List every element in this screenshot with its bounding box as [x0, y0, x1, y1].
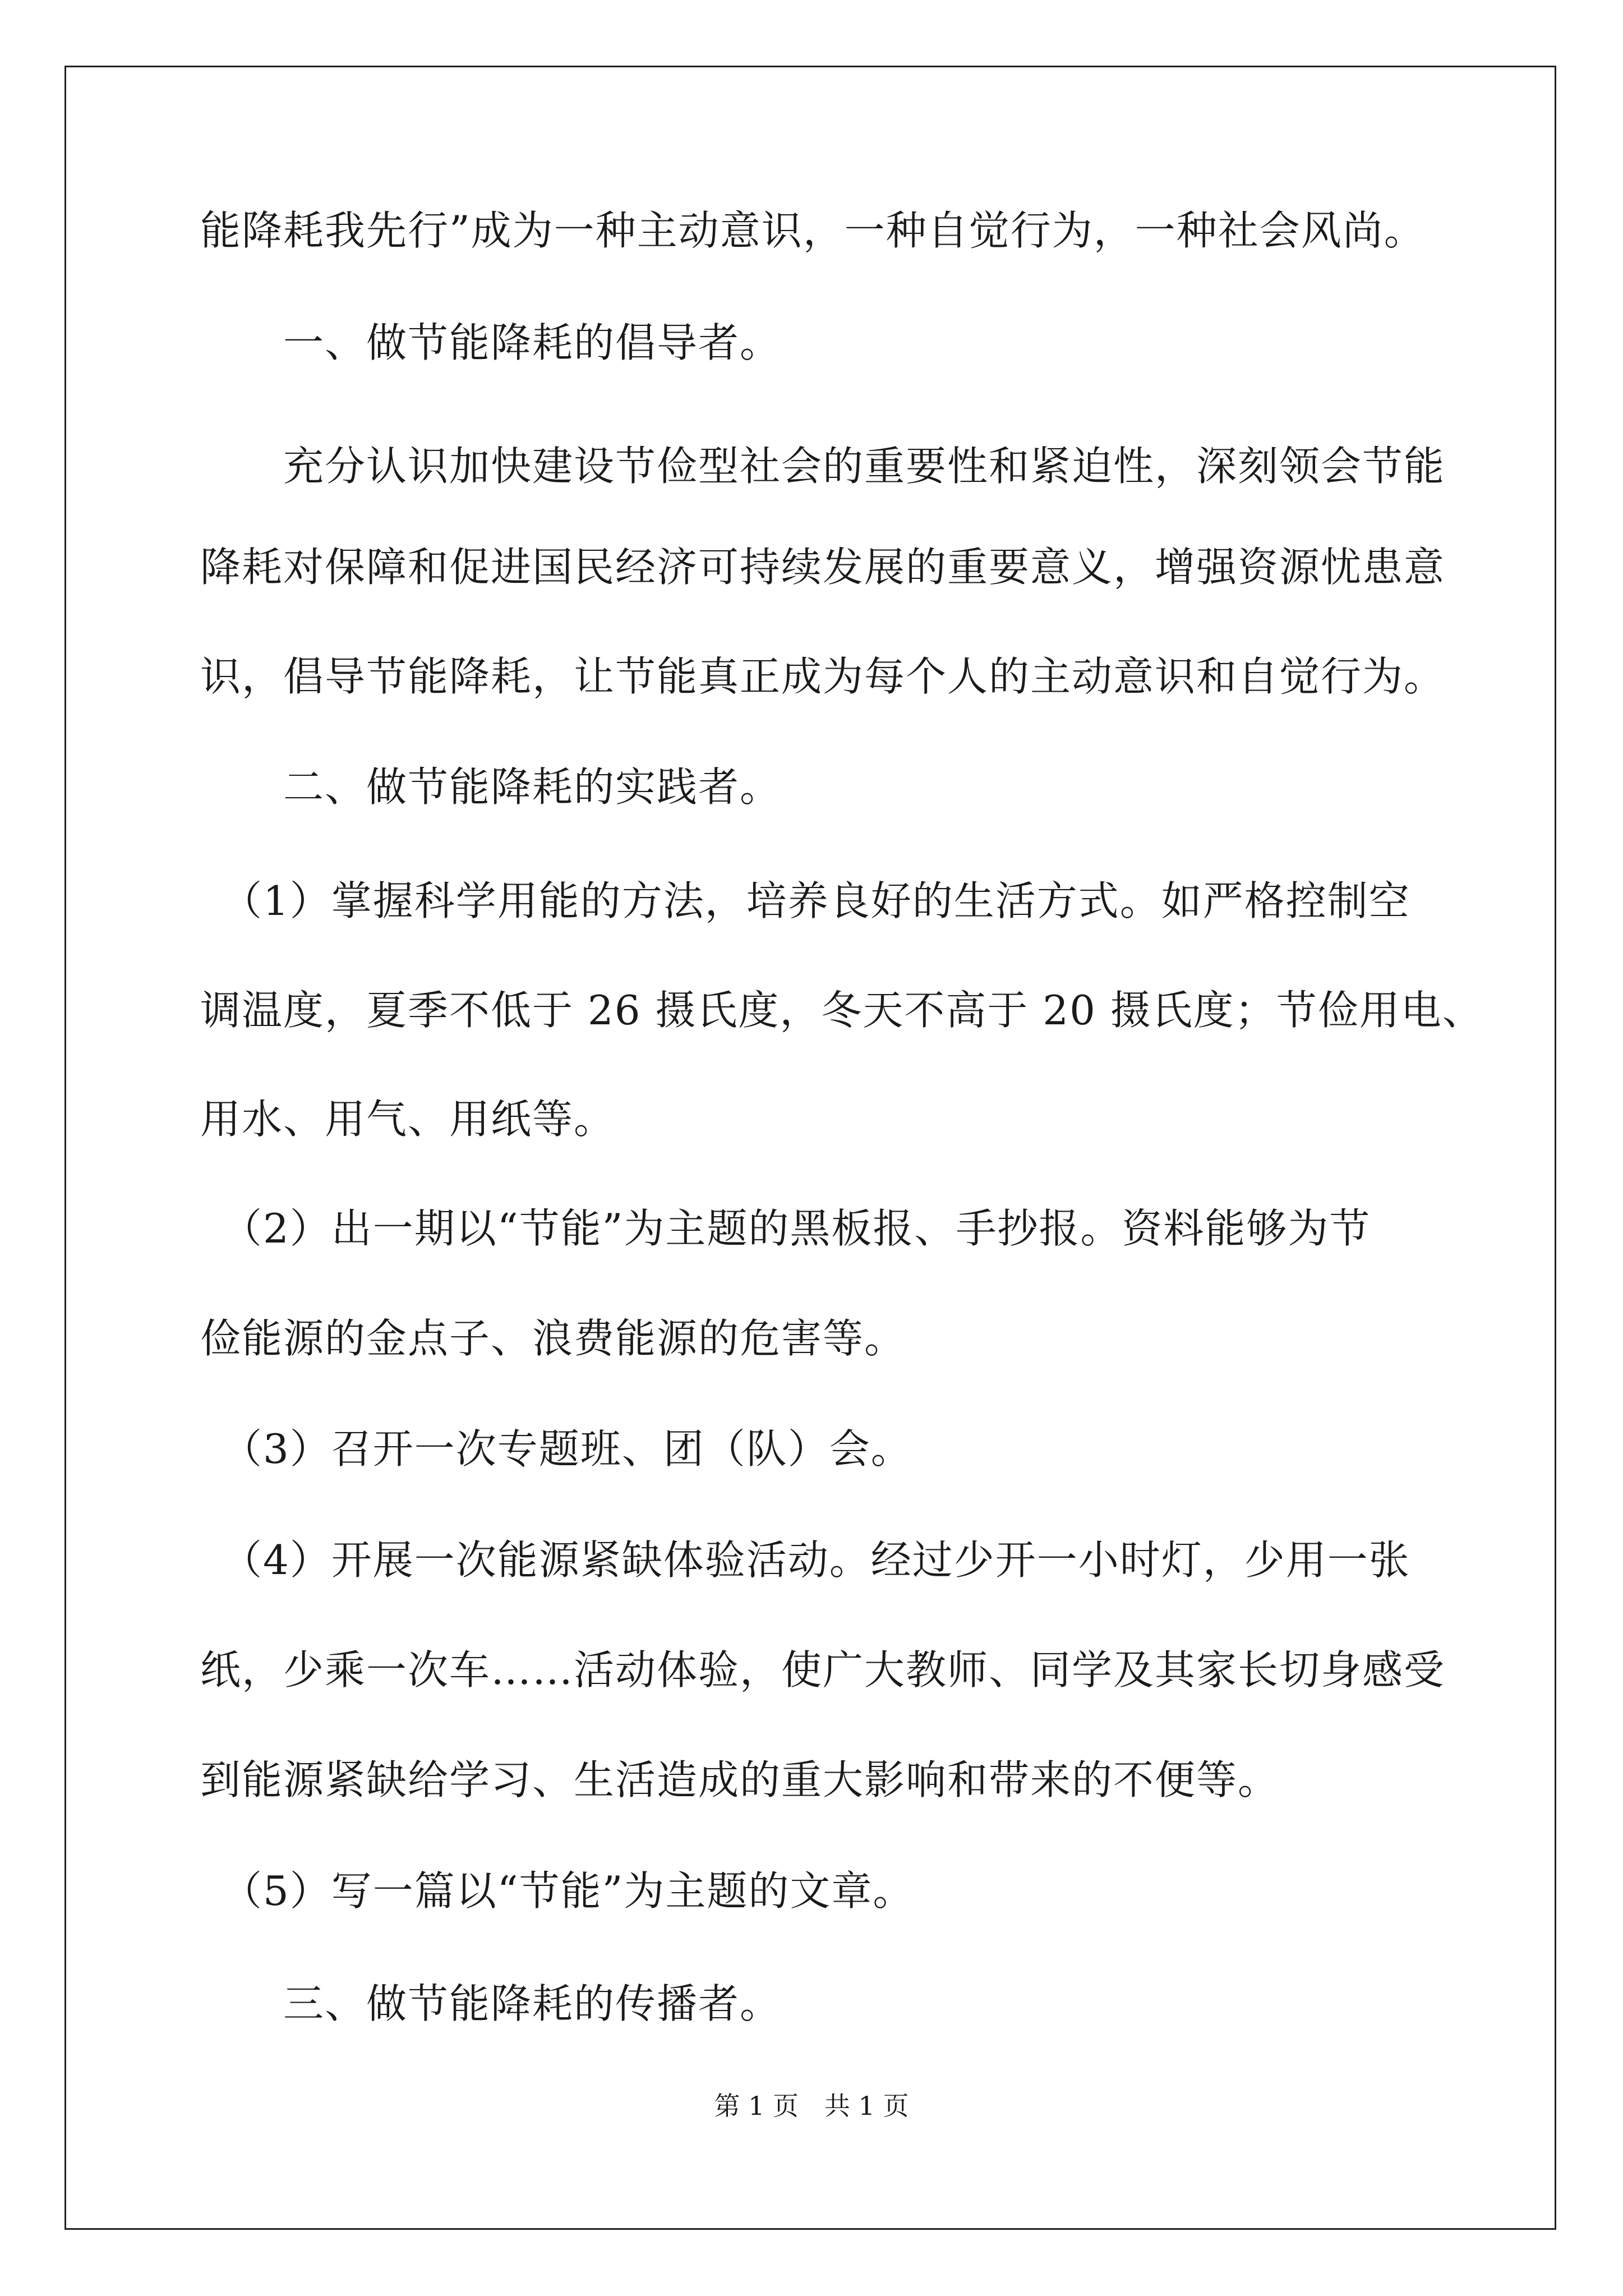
- list-item-line: （1）掌握科学用能的方法，培养良好的生活方式。如严格控制空: [200, 877, 1410, 924]
- section-heading: 二、做节能降耗的实践者。: [200, 763, 782, 811]
- body-text-line: 充分认识加快建设节俭型社会的重要性和紧迫性，深刻领会节能: [200, 443, 1446, 490]
- body-text-line: 识，倡导节能降耗，让节能真正成为每个人的主动意识和自觉行为。: [200, 653, 1446, 700]
- section-heading: 三、做节能降耗的传播者。: [200, 1980, 782, 2027]
- list-item-line: 纸，少乘一次车……活动体验，使广大教师、同学及其家长切身感受: [200, 1646, 1446, 1694]
- list-item-line: （3）召开一次专题班、团（队）会。: [200, 1425, 912, 1473]
- list-item-line: （2）出一期以“节能”为主题的黑板报、手抄报。资料能够为节: [200, 1205, 1371, 1252]
- list-item-line: 用水、用气、用纸等。: [200, 1096, 616, 1143]
- body-text-line: 能降耗我先行”成为一种主动意识，一种自觉行为，一种社会风尚。: [200, 207, 1426, 254]
- list-item-line: （5）写一篇以“节能”为主题的文章。: [200, 1867, 915, 1915]
- list-item-line: （4）开展一次能源紧缺体验活动。经过少开一小时灯，少用一张: [200, 1536, 1410, 1584]
- list-item-line: 到能源紧缺给学习、生活造成的重大影响和带来的不便等。: [200, 1756, 1280, 1803]
- list-item-line: 俭能源的金点子、浪费能源的危害等。: [200, 1315, 906, 1362]
- page-number: 第 1 页 共 1 页: [714, 2091, 909, 2121]
- body-text-line: 降耗对保障和促进国民经济可持续发展的重要意义，增强资源忧患意: [200, 544, 1446, 591]
- list-item-line: 调温度，夏季不低于 26 摄氏度，冬天不高于 20 摄氏度；节俭用电、: [200, 987, 1484, 1034]
- section-heading: 一、做节能降耗的倡导者。: [200, 319, 782, 366]
